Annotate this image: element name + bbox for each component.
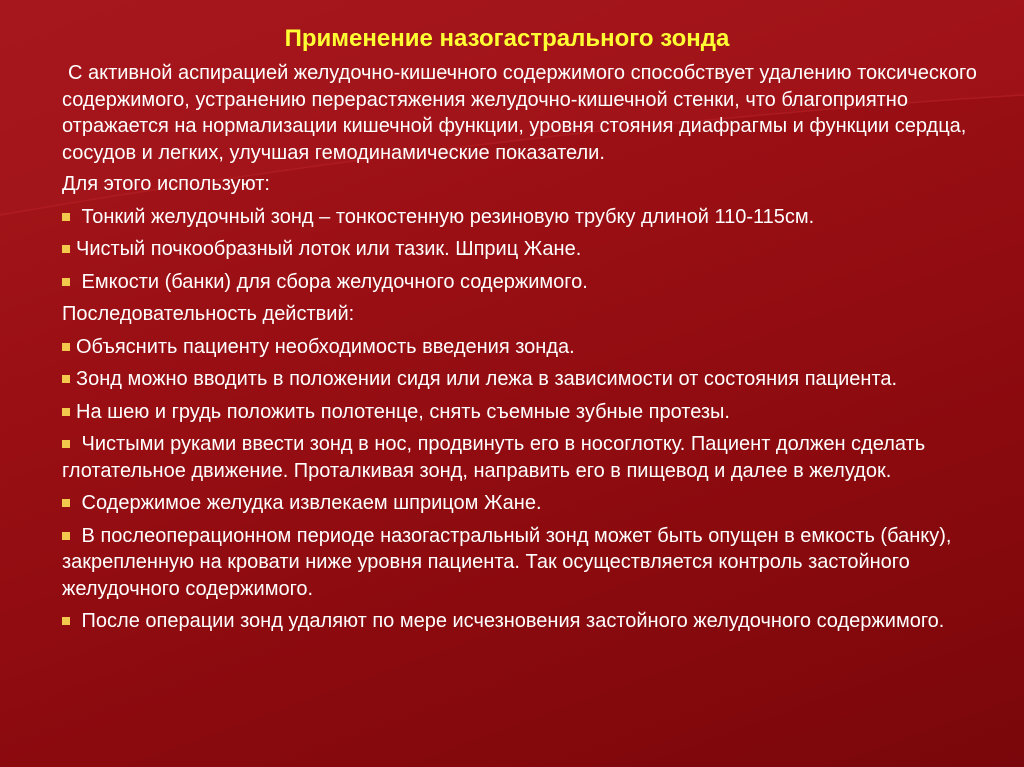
intro-paragraph: С активной аспирацией желудочно-кишечного содержимого способствует удалению токсического содержимого, устранению перерастяжения желудочно-кишечной стенки, что благоприятно отражается на нормализации кишечной функции, уровня стояния диафрагмы и функции сердца, сосудов и легких, улучшая гемодинамические показатели. [62,62,977,164]
step-item-text: Зонд можно вводить в положении сидя или лежа в зависимости от состояния пациента. [76,368,898,390]
step-item-text: На шею и грудь положить полотенце, снять съемные зубные протезы. [76,400,730,423]
equipment-item [62,204,982,231]
step-item [62,334,982,361]
step-item [62,431,982,484]
step-item-text: Объяснить пациенту необходимость введения зонда. [76,335,575,358]
step-item [62,366,982,393]
square-bullet-icon [62,245,70,253]
square-bullet-icon [62,343,70,351]
square-bullet-icon [62,532,70,540]
slide-title: Применение назогастрального зонда [284,25,730,52]
step-item-text: Содержимое желудка извлекаем шприцом Жане. [76,492,542,514]
equipment-item-text: Чистый почкообразный лоток или тазик. Шприц Жане. [76,238,582,260]
step-item [62,523,982,603]
step-item-text: После операции зонд удаляют по мере исчезновения застойного желудочного содержимого. [76,610,945,632]
equipment-item [62,236,982,263]
step-item-text: Чистыми руками ввести зонд в нос, продвинуть его в носоглотку. Пациент должен сделать глотательное движение. Проталкивая зонд, направить его в пищевод и далее в желудок. [62,433,926,482]
square-bullet-icon [62,278,70,286]
slide-content [62,24,982,641]
square-bullet-icon [62,408,70,416]
square-bullet-icon [62,440,70,448]
equipment-item-text: Емкости (банки) для сбора желудочного содержимого. [76,270,588,293]
square-bullet-icon [62,213,70,221]
step-item-text: В послеоперационном периоде назогастральный зонд может быть опущен в емкость (банку), закрепленную на кровати ниже уровня пациента. Так осуществляется контроль застойного желудочного содержимого. [62,524,952,600]
step-item [62,490,982,517]
step-item [62,399,982,426]
square-bullet-icon [62,499,70,507]
equipment-item-text: Тонкий желудочный зонд – тонкостенную резиновую трубку длиной 110-115см. [76,205,815,228]
square-bullet-icon [62,375,70,383]
equipment-heading: Для этого используют: [62,173,270,195]
equipment-item [62,269,982,296]
square-bullet-icon [62,617,70,625]
step-item [62,608,982,635]
steps-heading: Последовательность действий: [62,303,355,325]
